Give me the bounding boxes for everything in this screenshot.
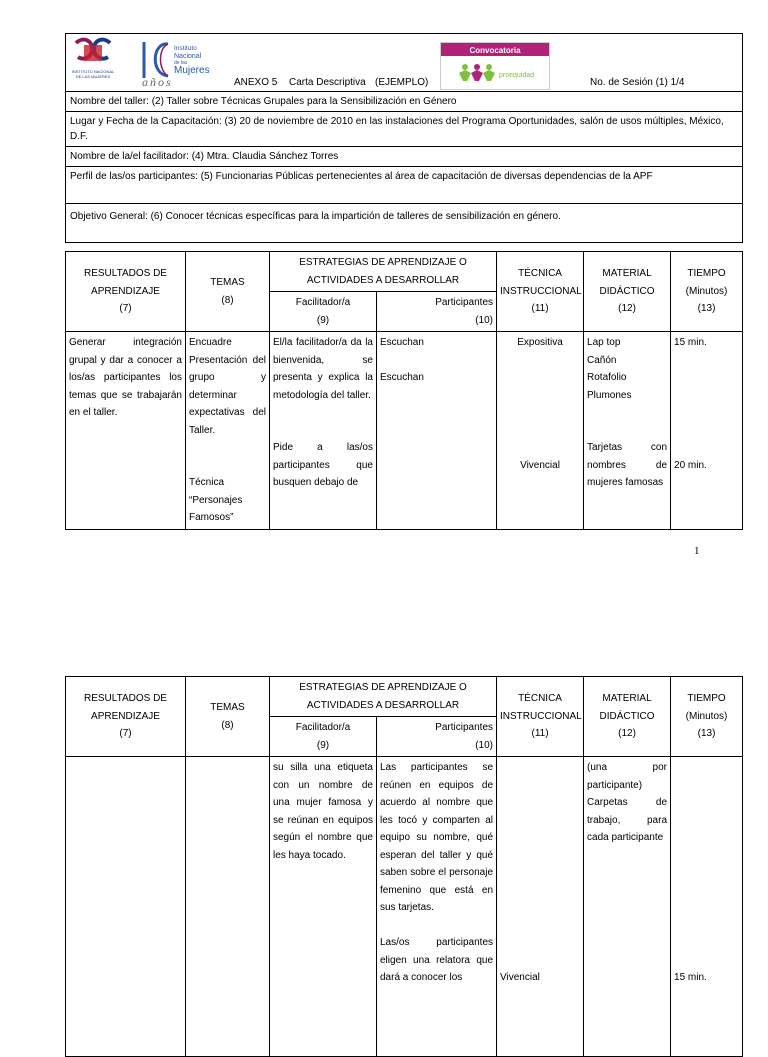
- table-row: [66, 757, 743, 1057]
- col-header-tecnica: TÉCNICA INSTRUCCIONAL (11): [497, 677, 584, 757]
- svg-text:Nacional: Nacional: [174, 53, 202, 60]
- place-date-row: Lugar y Fecha de la Capacitación: (3) 20 de noviembre de 2010 en las instalaciones del Programa Oportunidades, salón de usos múltiples, México, D.F.: [66, 112, 742, 147]
- col-header-material: MATERIAL DIDÁCTICO (12): [584, 677, 671, 757]
- col-header-estrategias: ESTRATEGIAS DE APRENDIZAJE O ACTIVIDADES A DESARROLLAR: [270, 677, 497, 717]
- cell-tiempo: 15 min. 20 min.: [671, 332, 743, 530]
- table-row: [66, 332, 743, 530]
- cell-facilitador: El/la facilitador/a da la bienvenida, se presenta y explica la metodología del taller. Pide a las/os participantes que busquen debajo de: [270, 332, 377, 530]
- cell-tecnica: Vivencial: [497, 757, 584, 1057]
- svg-text:DE LAS MUJERES: DE LAS MUJERES: [75, 74, 111, 79]
- facilitator-row: Nombre de la/el facilitador: (4) Mtra. Claudia Sánchez Torres: [66, 147, 742, 167]
- svg-text:de las: de las: [174, 60, 188, 66]
- cell-facilitador: su silla una etiqueta con un nombre de una mujer famosa y se reúnan en equipos según el nombre que les haya tocado.: [270, 757, 377, 1057]
- col-header-tecnica: TÉCNICA INSTRUCCIONAL (11): [497, 252, 584, 332]
- svg-text:Instituto: Instituto: [174, 45, 197, 52]
- svg-text:años: años: [142, 75, 173, 88]
- cell-participantes: Las participantes se reúnen en equipos de acuerdo al nombre que les tocó y comparten al equipo su nombre, qué esperan del taller y qué saben sobre el personaje femenino que está en sus tarjetas. Las/os participantes eligen una relatora que dará a conocer los: [377, 757, 497, 1057]
- example-label: (EJEMPLO): [375, 77, 429, 88]
- cell-temas: Encuadre Presentación del grupo y determinar expectativas del Taller. Técnica “Personajes Famosos”: [186, 332, 270, 530]
- convocatoria-logo: [440, 42, 550, 90]
- col-header-resultados: RESULTADOS DE APRENDIZAJE (7): [66, 252, 186, 332]
- objective-row: Objetivo General: (6) Conocer técnicas específicas para la impartición de talleres de sensibilización en género.: [70, 211, 561, 222]
- col-header-participantes: Participantes (10): [377, 292, 497, 332]
- cell-resultado: [66, 757, 186, 1057]
- col-header-tiempo: TIEMPO (Minutos) (13): [671, 252, 743, 332]
- inmujeres-logo: [68, 37, 118, 85]
- col-header-facilitador: Facilitador/a (9): [270, 292, 377, 332]
- col-header-resultados: RESULTADOS DE APRENDIZAJE (7): [66, 677, 186, 757]
- cell-tiempo: 15 min.: [671, 757, 743, 1057]
- header-box: [65, 33, 743, 243]
- col-header-material: MATERIAL DIDÁCTICO (12): [584, 252, 671, 332]
- profile-row: Perfil de las/os participantes: (5) Funcionarias Públicas pertenecientes al área de capacitación de diversas dependencias de la APF: [66, 167, 742, 204]
- page-number: 1: [694, 545, 700, 557]
- session-number: No. de Sesión (1) 1/4: [590, 77, 685, 88]
- col-header-temas: TEMAS (8): [186, 252, 270, 332]
- cell-material: (una por participante) Carpetas de trabajo, para cada participante: [584, 757, 671, 1057]
- col-header-participantes: Participantes (10): [377, 717, 497, 757]
- annex-label: ANEXO 5: [234, 77, 278, 88]
- col-header-temas: TEMAS (8): [186, 677, 270, 757]
- col-header-facilitador: Facilitador/a (9): [270, 717, 377, 757]
- col-header-estrategias: ESTRATEGIAS DE APRENDIZAJE O ACTIVIDADES A DESARROLLAR: [270, 252, 497, 292]
- cell-material: Lap top Cañón Rotafolio Plumones Tarjetas con nombres de mujeres famosas: [584, 332, 671, 530]
- svg-text:proequidad: proequidad: [499, 72, 535, 79]
- cell-tecnica: Expositiva Vivencial: [497, 332, 584, 530]
- doc-title: Carta Descriptiva: [289, 77, 366, 88]
- workshop-name-row: Nombre del taller: (2) Taller sobre Técnicas Grupales para la Sensibilización en Género: [66, 92, 742, 112]
- svg-text:Mujeres: Mujeres: [174, 65, 210, 76]
- logo-row: [66, 34, 742, 92]
- svg-text:INSTITUTO NACIONAL: INSTITUTO NACIONAL: [71, 69, 115, 74]
- svg-text:Convocatoria: Convocatoria: [469, 46, 521, 55]
- cell-temas: [186, 757, 270, 1057]
- cell-participantes: Escuchan Escuchan: [377, 332, 497, 530]
- cell-resultado: Generar integración grupal y dar a conocer a los/as participantes los temas que se trabajarán en el taller.: [66, 332, 186, 530]
- activities-table-2: [65, 676, 743, 1057]
- col-header-tiempo: TIEMPO (Minutos) (13): [671, 677, 743, 757]
- activities-table-1: [65, 251, 743, 530]
